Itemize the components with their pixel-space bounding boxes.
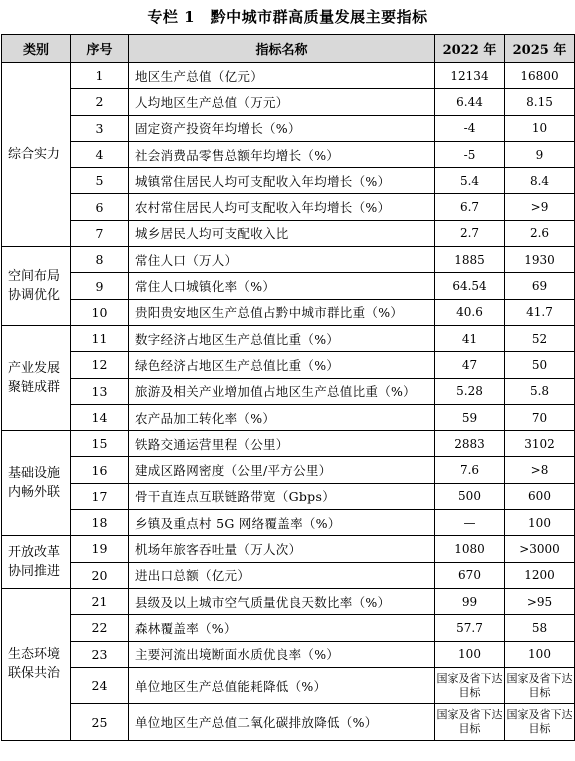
value-2022-cell: 1885	[435, 247, 505, 273]
value-2022-cell: 2.7	[435, 220, 505, 246]
number-cell: 12	[71, 352, 129, 378]
table-row	[2, 352, 575, 378]
value-2025-cell: 600	[505, 483, 575, 509]
number-cell: 4	[71, 141, 129, 167]
value-2022-cell: 59	[435, 404, 505, 430]
number-cell: 14	[71, 404, 129, 430]
value-2025-cell: 2.6	[505, 220, 575, 246]
value-2022-cell: 57.7	[435, 615, 505, 641]
header-2025: 2025 年	[505, 35, 575, 63]
indicator-name-cell: 机场年旅客吞吐量（万人次）	[129, 536, 435, 562]
header-2022: 2022 年	[435, 35, 505, 63]
number-cell: 2	[71, 89, 129, 115]
table-row	[2, 667, 575, 704]
category-cell: 空间布局协调优化	[2, 247, 71, 326]
table-row	[2, 273, 575, 299]
category-cell: 基础设施内畅外联	[2, 431, 71, 536]
value-2025-cell: >95	[505, 588, 575, 614]
number-cell: 16	[71, 457, 129, 483]
indicator-name-cell: 绿色经济占地区生产总值比重（%）	[129, 352, 435, 378]
category-cell: 生态环境联保共治	[2, 588, 71, 740]
table-row	[2, 220, 575, 246]
number-cell: 22	[71, 615, 129, 641]
value-2025-cell: 9	[505, 141, 575, 167]
table-row	[2, 588, 575, 614]
table-row	[2, 510, 575, 536]
indicator-name-cell: 乡镇及重点村 5G 网络覆盖率（%）	[129, 510, 435, 536]
number-cell: 24	[71, 667, 129, 704]
indicator-name-cell: 城镇常住居民人均可支配收入年均增长（%）	[129, 168, 435, 194]
number-cell: 11	[71, 325, 129, 351]
table-row	[2, 483, 575, 509]
indicator-name-cell: 农村常住居民人均可支配收入年均增长（%）	[129, 194, 435, 220]
header-category: 类别	[2, 35, 71, 63]
table-row	[2, 194, 575, 220]
value-2025-cell: 100	[505, 641, 575, 667]
table-row	[2, 115, 575, 141]
category-cell: 开放改革协同推进	[2, 536, 71, 589]
value-2025-cell: 5.8	[505, 378, 575, 404]
number-cell: 6	[71, 194, 129, 220]
value-2022-cell: 100	[435, 641, 505, 667]
value-2025-cell: 41.7	[505, 299, 575, 325]
value-2022-cell: 670	[435, 562, 505, 588]
indicator-name-cell: 旅游及相关产业增加值占地区生产总值比重（%）	[129, 378, 435, 404]
number-cell: 25	[71, 704, 129, 741]
value-2025-cell: 52	[505, 325, 575, 351]
table-row	[2, 431, 575, 457]
value-2025-cell: 100	[505, 510, 575, 536]
indicator-name-cell: 主要河流出境断面水质优良率（%）	[129, 641, 435, 667]
indicator-name-cell: 地区生产总值（亿元）	[129, 63, 435, 89]
value-2025-cell: 8.4	[505, 168, 575, 194]
table-row	[2, 63, 575, 89]
value-2022-cell: 国家及省下达目标	[435, 667, 505, 704]
header-indicator: 指标名称	[129, 35, 435, 63]
indicator-name-cell: 森林覆盖率（%）	[129, 615, 435, 641]
indicator-name-cell: 数字经济占地区生产总值比重（%）	[129, 325, 435, 351]
value-2022-cell: 2883	[435, 431, 505, 457]
value-2022-cell: 41	[435, 325, 505, 351]
number-cell: 7	[71, 220, 129, 246]
value-2025-cell: >8	[505, 457, 575, 483]
value-2022-cell: 47	[435, 352, 505, 378]
category-cell: 产业发展聚链成群	[2, 325, 71, 430]
table-row	[2, 704, 575, 741]
table-title: 专栏 1 黔中城市群高质量发展主要指标	[147, 8, 428, 26]
table-row	[2, 141, 575, 167]
header-number: 序号	[71, 35, 129, 63]
number-cell: 18	[71, 510, 129, 536]
indicator-name-cell: 县级及以上城市空气质量优良天数比率（%）	[129, 588, 435, 614]
number-cell: 8	[71, 247, 129, 273]
value-2025-cell: 国家及省下达目标	[505, 667, 575, 704]
value-2022-cell: 1080	[435, 536, 505, 562]
header-row	[2, 35, 575, 63]
value-2025-cell: 70	[505, 404, 575, 430]
value-2022-cell: 64.54	[435, 273, 505, 299]
value-2022-cell: —	[435, 510, 505, 536]
indicator-name-cell: 单位地区生产总值能耗降低（%）	[129, 667, 435, 704]
number-cell: 5	[71, 168, 129, 194]
indicator-name-cell: 常住人口城镇化率（%）	[129, 273, 435, 299]
indicator-name-cell: 城乡居民人均可支配收入比	[129, 220, 435, 246]
table-row	[2, 536, 575, 562]
number-cell: 17	[71, 483, 129, 509]
value-2025-cell: 50	[505, 352, 575, 378]
value-2025-cell: >3000	[505, 536, 575, 562]
table-row	[2, 378, 575, 404]
indicator-name-cell: 进出口总额（亿元）	[129, 562, 435, 588]
value-2022-cell: -4	[435, 115, 505, 141]
table-row	[2, 562, 575, 588]
number-cell: 10	[71, 299, 129, 325]
value-2022-cell: 500	[435, 483, 505, 509]
value-2025-cell: 3102	[505, 431, 575, 457]
value-2022-cell: 7.6	[435, 457, 505, 483]
indicator-name-cell: 常住人口（万人）	[129, 247, 435, 273]
number-cell: 20	[71, 562, 129, 588]
number-cell: 9	[71, 273, 129, 299]
number-cell: 3	[71, 115, 129, 141]
table-row	[2, 89, 575, 115]
value-2022-cell: 5.28	[435, 378, 505, 404]
category-cell: 综合实力	[2, 63, 71, 247]
number-cell: 21	[71, 588, 129, 614]
indicator-name-cell: 单位地区生产总值二氧化碳排放降低（%）	[129, 704, 435, 741]
value-2025-cell: >9	[505, 194, 575, 220]
value-2025-cell: 69	[505, 273, 575, 299]
table-row	[2, 404, 575, 430]
number-cell: 19	[71, 536, 129, 562]
value-2025-cell: 58	[505, 615, 575, 641]
value-2022-cell: -5	[435, 141, 505, 167]
number-cell: 1	[71, 63, 129, 89]
table-row	[2, 615, 575, 641]
value-2025-cell: 16800	[505, 63, 575, 89]
value-2022-cell: 国家及省下达目标	[435, 704, 505, 741]
number-cell: 15	[71, 431, 129, 457]
indicators-table	[1, 34, 575, 741]
value-2022-cell: 12134	[435, 63, 505, 89]
table-row	[2, 247, 575, 273]
table-row	[2, 641, 575, 667]
indicator-name-cell: 人均地区生产总值（万元）	[129, 89, 435, 115]
value-2022-cell: 6.7	[435, 194, 505, 220]
number-cell: 13	[71, 378, 129, 404]
value-2022-cell: 6.44	[435, 89, 505, 115]
table-body	[2, 63, 575, 741]
value-2022-cell: 99	[435, 588, 505, 614]
number-cell: 23	[71, 641, 129, 667]
value-2025-cell: 1930	[505, 247, 575, 273]
indicator-name-cell: 铁路交通运营里程（公里）	[129, 431, 435, 457]
value-2025-cell: 国家及省下达目标	[505, 704, 575, 741]
indicator-name-cell: 固定资产投资年均增长（%）	[129, 115, 435, 141]
indicator-name-cell: 骨干直连点互联链路带宽（Gbps）	[129, 483, 435, 509]
indicator-name-cell: 贵阳贵安地区生产总值占黔中城市群比重（%）	[129, 299, 435, 325]
indicator-name-cell: 建成区路网密度（公里/平方公里）	[129, 457, 435, 483]
indicator-name-cell: 农产品加工转化率（%）	[129, 404, 435, 430]
indicator-name-cell: 社会消费品零售总额年均增长（%）	[129, 141, 435, 167]
table-row	[2, 457, 575, 483]
value-2025-cell: 8.15	[505, 89, 575, 115]
table-row	[2, 325, 575, 351]
table-row	[2, 168, 575, 194]
value-2025-cell: 1200	[505, 562, 575, 588]
table-row	[2, 299, 575, 325]
value-2022-cell: 40.6	[435, 299, 505, 325]
value-2025-cell: 10	[505, 115, 575, 141]
value-2022-cell: 5.4	[435, 168, 505, 194]
